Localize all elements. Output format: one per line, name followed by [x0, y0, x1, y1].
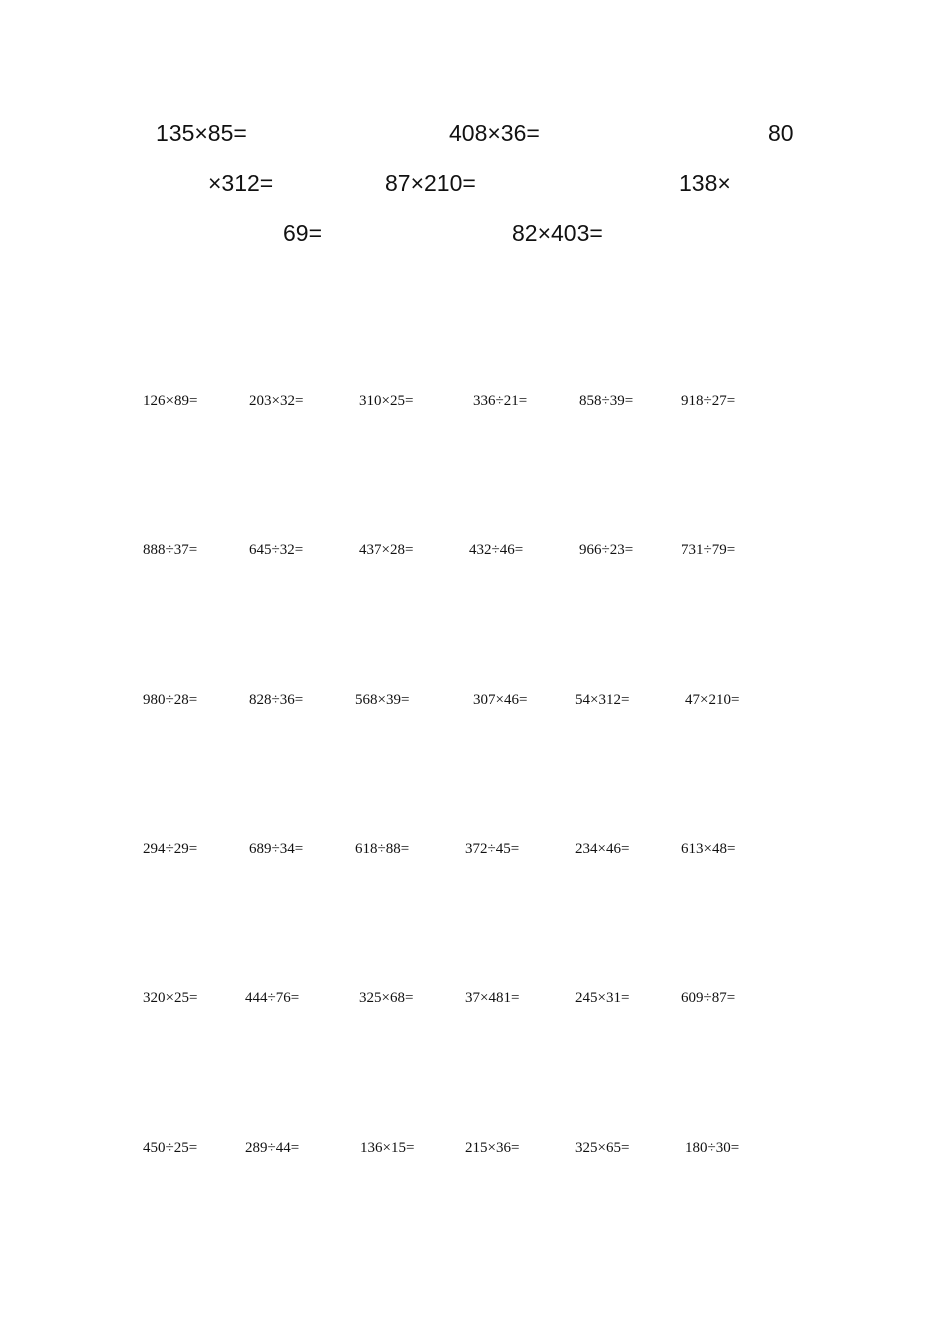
problem-cell: 609÷87= — [681, 990, 736, 1006]
problem-cell: 234×46= — [575, 841, 630, 857]
problem-cell: 437×28= — [359, 542, 414, 558]
problem-cell: 689÷34= — [249, 841, 304, 857]
problem-cell: 325×68= — [359, 990, 414, 1006]
header-problem: ×312= — [208, 170, 274, 196]
header-problem: 69= — [283, 220, 323, 246]
problem-cell: 731÷79= — [681, 542, 736, 558]
problem-row — [0, 543, 950, 563]
problem-cell: 450÷25= — [143, 1140, 198, 1156]
problem-cell: 372÷45= — [465, 841, 520, 857]
problem-cell: 245×31= — [575, 990, 630, 1006]
problem-cell: 888÷37= — [143, 542, 198, 558]
problem-cell: 289÷44= — [245, 1140, 300, 1156]
problem-cell: 37×481= — [465, 990, 520, 1006]
problem-row — [0, 693, 950, 713]
problem-row — [0, 991, 950, 1011]
problem-cell: 54×312= — [575, 692, 630, 708]
header-problem: 87×210= — [385, 170, 476, 196]
problem-cell: 294÷29= — [143, 841, 198, 857]
header-problem: 135×85= — [156, 120, 247, 146]
problem-cell: 320×25= — [143, 990, 198, 1006]
header-problem: 80 — [768, 120, 794, 146]
problem-cell: 325×65= — [575, 1140, 630, 1156]
problem-cell: 126×89= — [143, 393, 198, 409]
problem-cell: 136×15= — [360, 1140, 415, 1156]
problem-cell: 858÷39= — [579, 393, 634, 409]
problem-row — [0, 842, 950, 862]
problem-cell: 215×36= — [465, 1140, 520, 1156]
problem-cell: 828÷36= — [249, 692, 304, 708]
problem-cell: 645÷32= — [249, 542, 304, 558]
header-problem: 82×403= — [512, 220, 603, 246]
problem-cell: 180÷30= — [685, 1140, 740, 1156]
problem-row — [0, 1141, 950, 1161]
header-problem: 138× — [679, 170, 731, 196]
problem-cell: 310×25= — [359, 393, 414, 409]
problem-cell: 203×32= — [249, 393, 304, 409]
problem-cell: 336÷21= — [473, 393, 528, 409]
problem-cell: 47×210= — [685, 692, 740, 708]
problem-cell: 618÷88= — [355, 841, 410, 857]
problem-cell: 307×46= — [473, 692, 528, 708]
problem-cell: 918÷27= — [681, 393, 736, 409]
problem-cell: 568×39= — [355, 692, 410, 708]
problem-cell: 432÷46= — [469, 542, 524, 558]
problem-cell: 980÷28= — [143, 692, 198, 708]
problem-cell: 613×48= — [681, 841, 736, 857]
problem-row — [0, 394, 950, 414]
problem-cell: 444÷76= — [245, 990, 300, 1006]
header-problem: 408×36= — [449, 120, 540, 146]
problem-cell: 966÷23= — [579, 542, 634, 558]
